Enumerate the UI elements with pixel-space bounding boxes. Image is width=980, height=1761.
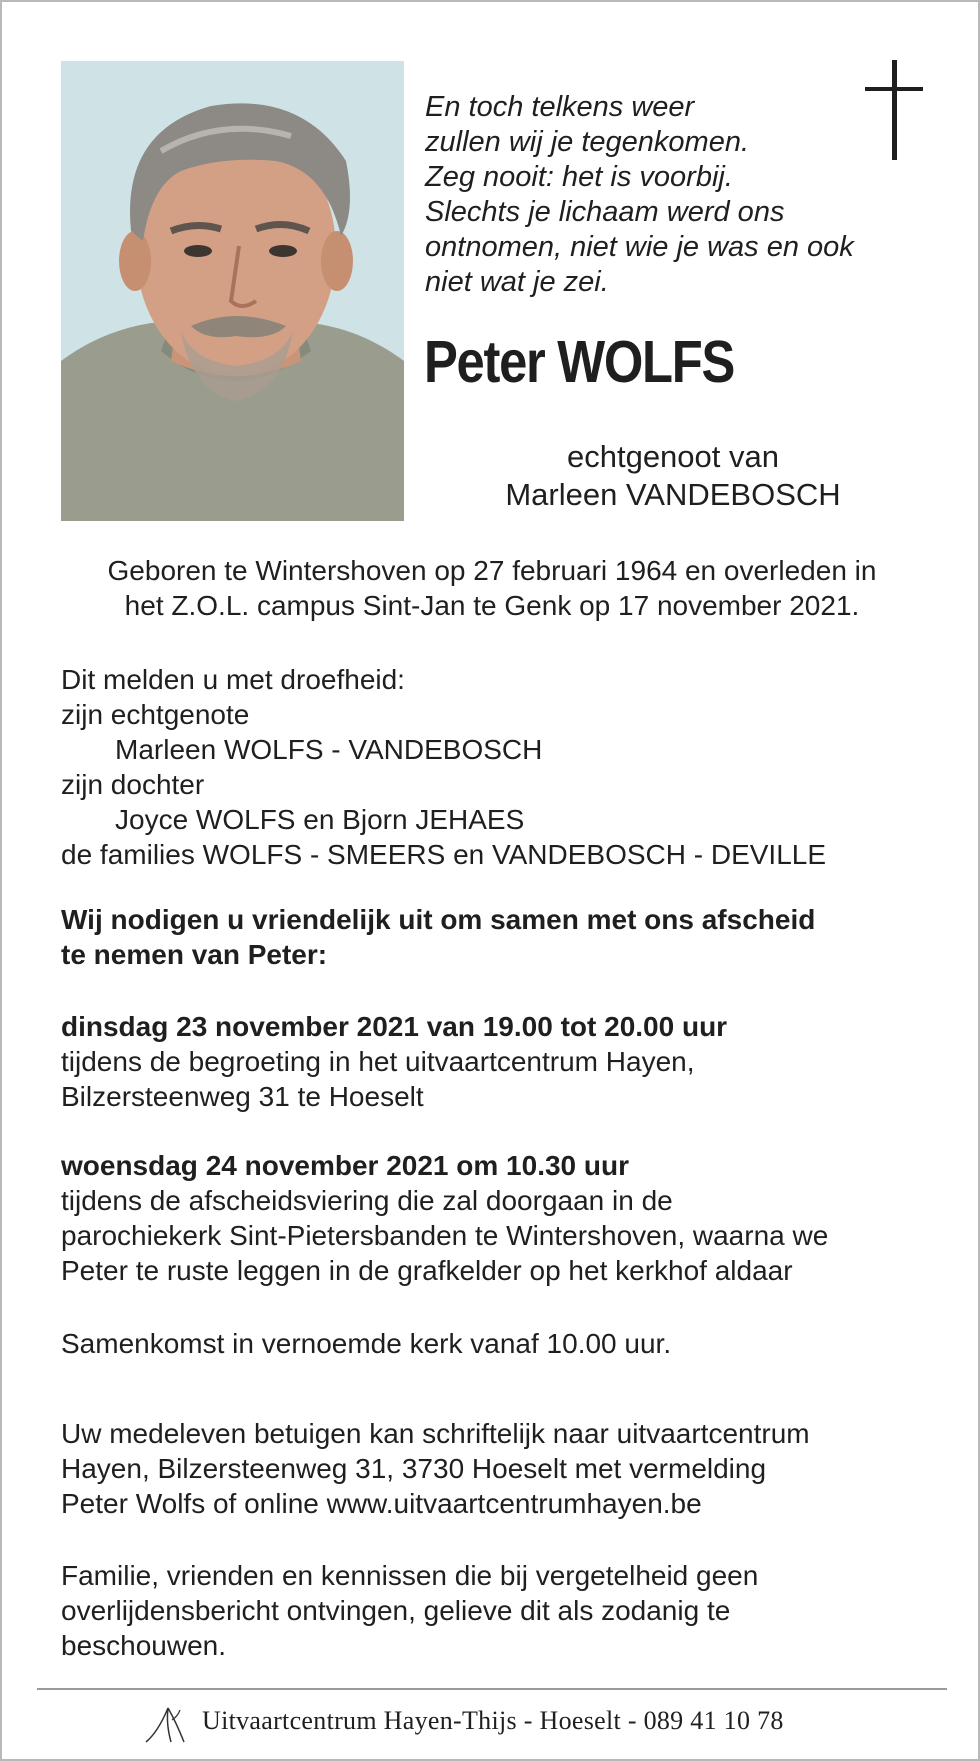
funeral-home-logo-icon [144, 1702, 190, 1746]
poem-line: niet wat je zei. [425, 266, 609, 298]
relation-label: echtgenoot van [566, 439, 779, 474]
birth-death-info [42, 553, 942, 623]
funeral-heading: woensdag 24 november 2021 om 10.30 uur [61, 1150, 630, 1181]
poem-line: Slechts je lichaam werd ons [425, 196, 785, 228]
visitation-line: tijdens de begroeting in het uitvaartcentrum Hayen, [61, 1046, 695, 1077]
funeral [61, 1148, 941, 1288]
portrait-photo [61, 61, 404, 521]
condolences-line: Uw medeleven betuigen kan schriftelijk naar uitvaartcentrum [61, 1418, 810, 1449]
visitation [61, 1009, 941, 1114]
funeral-line: tijdens de afscheidsviering die zal doorgaan in de [61, 1185, 673, 1216]
invitation-line: te nemen van Peter: [61, 939, 328, 970]
family-line: Marleen WOLFS - VANDEBOSCH [115, 734, 543, 765]
poem-line: En toch telkens weer [425, 91, 695, 123]
family-line: de families WOLFS - SMEERS en VANDEBOSCH - DEVILLE [61, 839, 827, 870]
visitation-line: Bilzersteenweg 31 te Hoeselt [61, 1081, 424, 1112]
footer-text: Uitvaartcentrum Hayen-Thijs - Hoeselt - 089 41 10 78 [202, 1706, 784, 1735]
condolences-line: Hayen, Bilzersteenweg 31, 3730 Hoeselt met vermelding [61, 1453, 767, 1484]
announcement [61, 662, 941, 872]
family-line: zijn echtgenote [61, 699, 250, 730]
birth-death-line: Geboren te Wintershoven op 27 februari 1964 en overleden in [107, 555, 877, 586]
notice-line: overlijdensbericht ontvingen, gelieve dit als zodanig te [61, 1595, 731, 1626]
poem-line: Zeg nooit: het is voorbij. [425, 161, 733, 193]
memorial-poem [425, 90, 935, 300]
footer-divider [37, 1688, 947, 1690]
family-line: Joyce WOLFS en Bjorn JEHAES [115, 804, 525, 835]
visitation-heading: dinsdag 23 november 2021 van 19.00 tot 20.00 uur [61, 1011, 728, 1042]
announcement-intro: Dit melden u met droefheid: [61, 664, 405, 695]
funeral-line: Peter te ruste leggen in de grafkelder op het kerkhof aldaar [61, 1255, 793, 1286]
notice-line: Familie, vrienden en kennissen die bij vergetelheid geen [61, 1560, 759, 1591]
invitation [61, 902, 941, 972]
spouse-name: Marleen VANDEBOSCH [505, 477, 841, 512]
funeral-line: parochiekerk Sint-Pietersbanden te Wintershoven, waarna we [61, 1220, 829, 1251]
poem-line: ontnomen, niet wie je was en ook [425, 231, 854, 263]
gathering [61, 1326, 941, 1361]
footer [2, 1700, 980, 1740]
notice [61, 1558, 941, 1663]
condolences-line: Peter Wolfs of online www.uitvaartcentrumhayen.be [61, 1488, 702, 1519]
birth-death-line: het Z.O.L. campus Sint-Jan te Genk op 17 november 2021. [124, 590, 860, 621]
spouse-block [432, 438, 914, 514]
notice-line: beschouwen. [61, 1630, 227, 1661]
invitation-line: Wij nodigen u vriendelijk uit om samen met ons afscheid [61, 904, 816, 935]
portrait-illustration [61, 61, 404, 521]
gathering-line: Samenkomst in vernoemde kerk vanaf 10.00 uur. [61, 1328, 672, 1359]
deceased-name: Peter WOLFS [424, 329, 735, 395]
family-line: zijn dochter [61, 769, 205, 800]
condolences [61, 1416, 941, 1521]
poem-line: zullen wij je tegenkomen. [425, 126, 750, 158]
